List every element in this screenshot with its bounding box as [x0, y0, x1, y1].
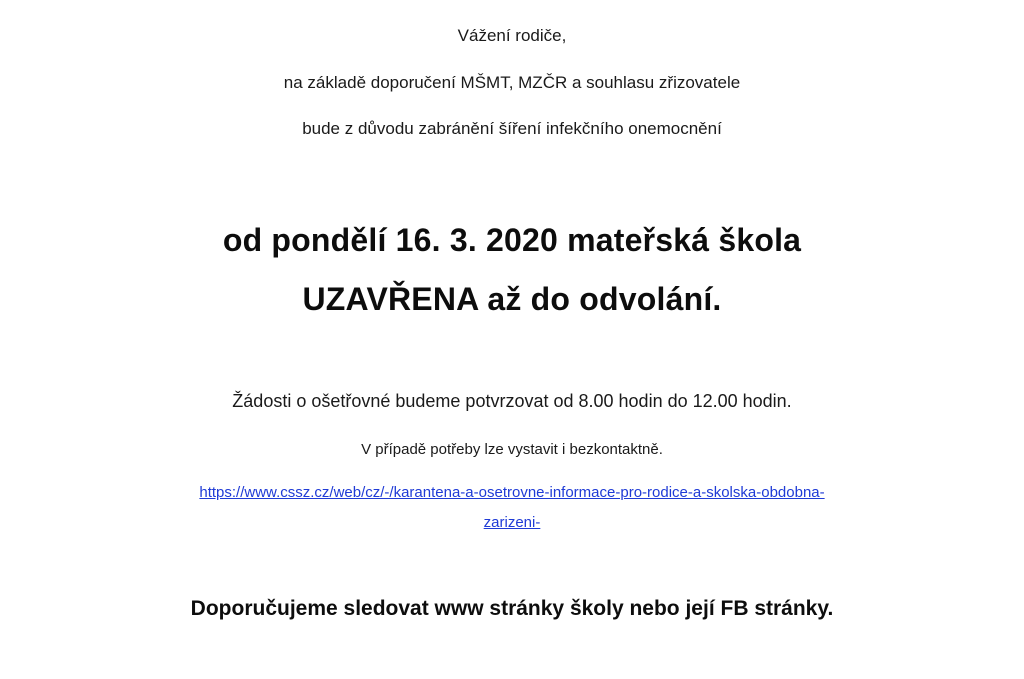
intro-line-1: na základě doporučení MŠMT, MZČR a souhlasu zřizovatele	[283, 73, 741, 92]
headline-line-2: UZAVŘENA až do odvolání.	[302, 281, 722, 317]
closing-recommendation: Doporučujeme sledovat www stránky školy nebo její FB stránky.	[190, 597, 834, 620]
info-link-container	[0, 484, 1024, 502]
contactless-note: V případě potřeby lze vystavit i bezkontaktně.	[361, 441, 663, 458]
intro-line-2: bude z důvodu zabránění šíření infekčního onemocnění	[302, 119, 722, 138]
info-link-line-1[interactable]: https://www.cssz.cz/web/cz/-/karantena-a-osetrovne-informace-pro-rodice-a-skolska-obdobna-	[199, 484, 825, 501]
greeting: Vážení rodiče,	[457, 26, 567, 45]
info-link-container-2	[0, 514, 1024, 532]
headline-line-1: od pondělí 16. 3. 2020 mateřská škola	[222, 222, 802, 258]
info-link-line-2[interactable]: zarizeni-	[483, 514, 541, 531]
requests-note: Žádosti o ošetřovné budeme potvrzovat od 8.00 hodin do 12.00 hodin.	[232, 391, 792, 411]
